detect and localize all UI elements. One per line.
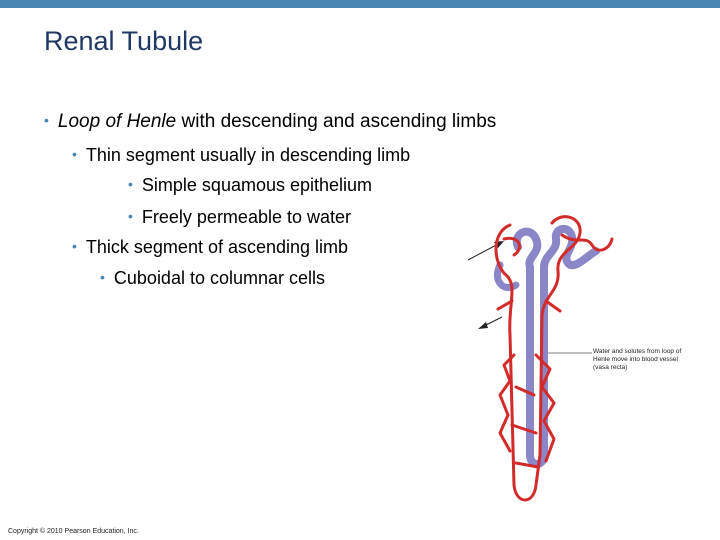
figure-callout-label: Water and solutes from loop of Henle move into blood vessel (vasa recta) xyxy=(593,348,682,371)
bullet-text: with descending and ascending limbs xyxy=(176,111,497,132)
bullet-permeable xyxy=(128,207,351,228)
bullet-dot: • xyxy=(128,176,133,192)
bullet-dot: • xyxy=(72,146,77,162)
bullet-dot: • xyxy=(128,208,133,224)
bullet-text: Freely permeable to water xyxy=(141,207,351,227)
bullet-simple-squamous xyxy=(128,175,372,196)
bullet-dot: • xyxy=(44,112,49,128)
bullet-dot: • xyxy=(100,269,105,285)
bullet-text: Cuboidal to columnar cells xyxy=(113,268,326,288)
bullet-text: Thick segment of ascending limb xyxy=(85,237,349,257)
bullet-loop-of-henle xyxy=(44,111,496,133)
bullet-text: Thin segment usually in descending limb xyxy=(85,145,411,165)
bullet-text: Simple squamous epithelium xyxy=(141,175,373,195)
bullet-dot: • xyxy=(72,238,77,254)
bullet-term: Loop of Henle xyxy=(57,111,177,132)
copyright-notice: Copyright © 2010 Pearson Education, Inc. xyxy=(8,528,139,535)
flow-arrow-lower xyxy=(478,317,502,329)
top-accent-bar xyxy=(0,0,720,8)
bullet-thin-segment xyxy=(72,145,410,166)
flow-arrow-upper xyxy=(468,241,504,260)
bullet-thick-segment xyxy=(72,237,348,258)
slide-title: Renal Tubule xyxy=(44,26,204,56)
bullet-cuboidal xyxy=(100,268,325,289)
